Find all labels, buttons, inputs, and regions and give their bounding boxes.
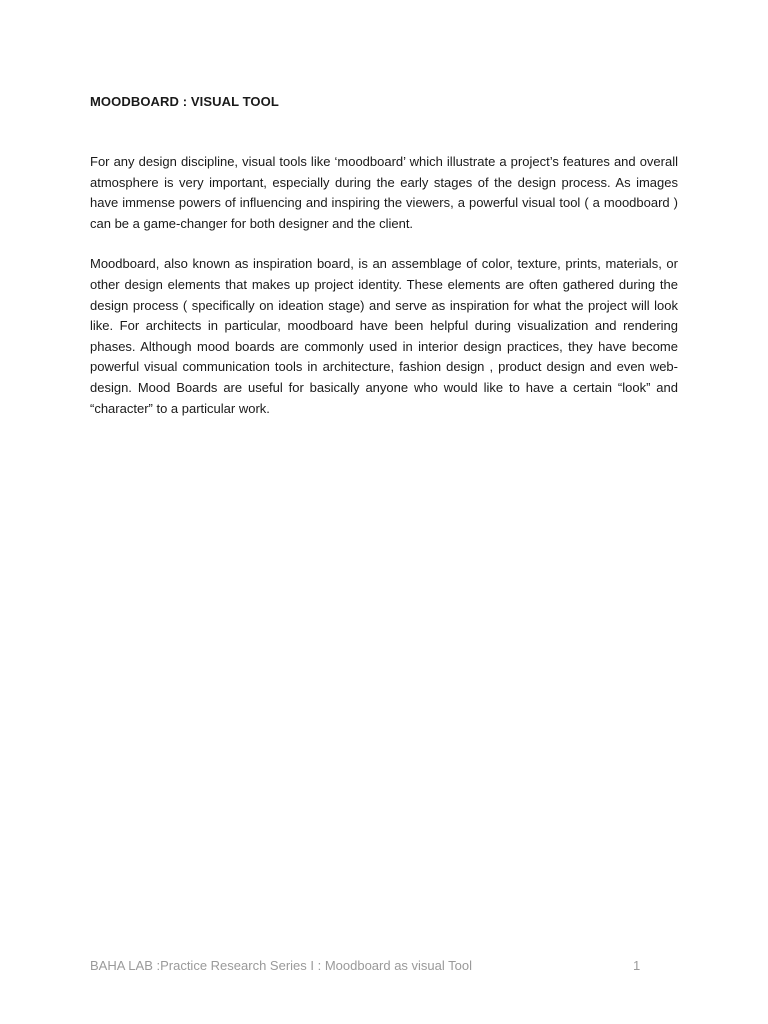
footer-text: BAHA LAB :Practice Research Series I : Moodboard as visual Tool	[90, 958, 473, 973]
paragraph-definition: Moodboard, also known as inspiration board, is an assemblage of color, texture, prints, materials, or other design elements that makes up project identity. These elements are often gathered during the design process ( specifically on ideation stage) and serve as inspiration for what the project will look like. For architects in particular, moodboard have been helpful during visualization and rendering phases. Although mood boards are commonly used in interior design practices, they have become powerful visual communication tools in architecture, fashion design , product design and even web-design. Mood Boards are useful for basically anyone who would like to have a certain “look” and “character” to a particular work.	[90, 256, 678, 416]
paragraph-intro: For any design discipline, visual tools like ‘moodboard’ which illustrate a project’s features and overall atmosphere is very important, especially during the early stages of the design process. As images have immense powers of influencing and inspiring the viewers, a powerful visual tool ( a moodboard ) can be a game-changer for both designer and the client.	[90, 154, 678, 231]
document-title: MOODBOARD : VISUAL TOOL	[90, 94, 279, 109]
document-body	[90, 92, 678, 419]
page-number: 1	[633, 958, 641, 973]
